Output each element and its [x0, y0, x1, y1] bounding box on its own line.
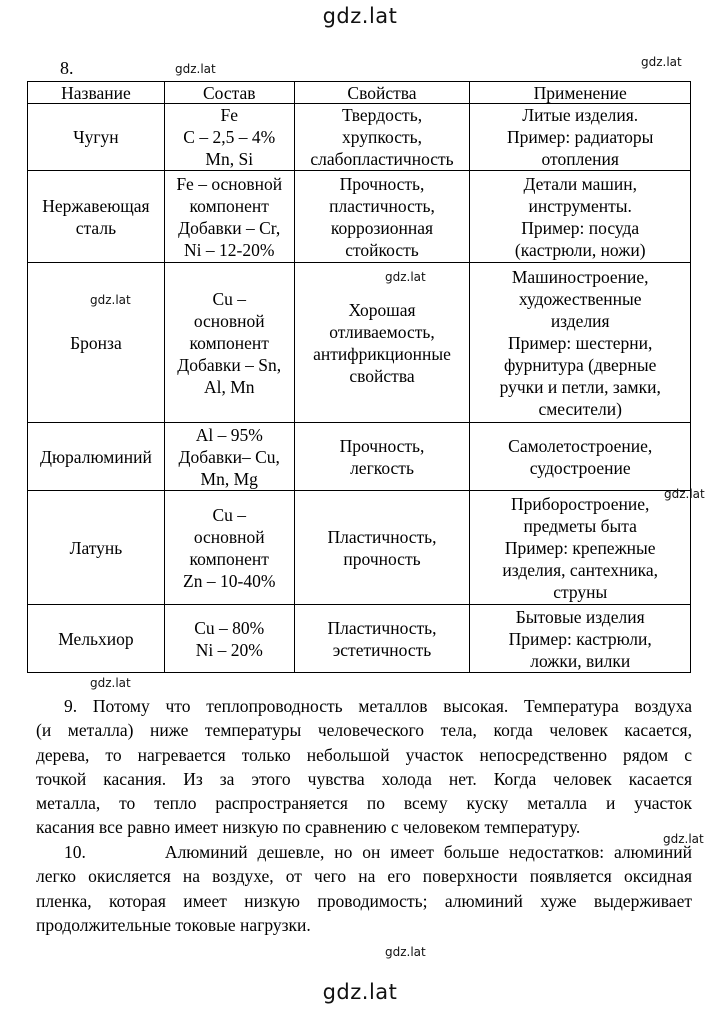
text-line: металла, то тепло распространяется по всему куску металла и участок: [36, 793, 692, 814]
table-cell: Прочность, пластичность, коррозионная стойкость: [294, 171, 470, 263]
table-cell: Детали машин, инструменты. Пример: посуда (кастрюли, ножи): [470, 171, 691, 263]
header-properties: Свойства: [294, 82, 470, 104]
table-header-row: [28, 82, 691, 104]
text-line: касания все равно имеет низкую по сравнению с человеком температуру.: [36, 817, 581, 838]
text-line: легко окисляется на воздухе, от чего на его поверхности появляется оксидная: [36, 866, 692, 887]
table-cell: Нержавеющая сталь: [28, 171, 165, 263]
table-cell: Латунь: [28, 491, 165, 605]
table-row: [28, 263, 691, 423]
watermark: gdz.lat: [175, 62, 216, 76]
header-application: Применение: [470, 82, 691, 104]
table-cell: Al – 95% Добавки– Cu, Mn, Mg: [164, 423, 294, 491]
watermark: gdz.lat: [663, 832, 704, 846]
table-cell: Самолетостроение, судостроение: [470, 423, 691, 491]
text-line: 10. Алюминий дешевле, но он имеет больше недостатков: алюминий: [64, 842, 692, 862]
table-cell: Твердость, хрупкость, слабопластичность: [294, 104, 470, 171]
header-name: Название: [28, 82, 165, 104]
task-10-paragraph: [36, 840, 692, 937]
table-cell: Хорошая отливаемость, антифрикционные свойства: [294, 263, 470, 423]
table-cell: Cu – 80% Ni – 20%: [164, 605, 294, 673]
table-cell: Fe C – 2,5 – 4% Mn, Si: [164, 104, 294, 171]
table-cell: Дюралюминий: [28, 423, 165, 491]
table-cell: Мельхиор: [28, 605, 165, 673]
text-line: продолжительные токовые нагрузки.: [36, 914, 311, 935]
table-row: [28, 491, 691, 605]
watermark: gdz.lat: [385, 270, 426, 284]
task-9-paragraph: [36, 694, 692, 840]
table-cell: Пластичность, прочность: [294, 491, 470, 605]
watermark: gdz.lat: [90, 676, 131, 690]
table-cell: Fe – основной компонент Добавки – Cr, Ni – 12-20%: [164, 171, 294, 263]
watermark-bottom: gdz.lat: [322, 980, 398, 1004]
table-row: [28, 171, 691, 263]
text-line: (и металла) ниже температуры человеческого тела, когда человек касается,: [36, 720, 692, 741]
text-line: дерева, то нагревается только небольшой участок непосредственно рядом с: [36, 744, 692, 765]
table-row: [28, 605, 691, 673]
task-8-number: 8.: [60, 58, 74, 78]
text-line: точкой касания. Из за этого чувства холода нет. Когда человек касается: [36, 768, 692, 789]
text-line: пленка, которая имеет низкую проводимость; алюминий хуже выдерживает: [36, 890, 692, 911]
table-cell: Бронза: [28, 263, 165, 423]
watermark-top: gdz.lat: [322, 4, 398, 28]
header-composition: Состав: [164, 82, 294, 104]
table-cell: Литые изделия. Пример: радиаторы отопления: [470, 104, 691, 171]
table-cell: Чугун: [28, 104, 165, 171]
watermark: gdz.lat: [664, 487, 705, 501]
table-row: [28, 104, 691, 171]
table-cell: Бытовые изделия Пример: кастрюли, ложки, вилки: [470, 605, 691, 673]
table-cell: Cu – основной компонент Добавки – Sn, Al, Mn: [164, 263, 294, 423]
watermark: gdz.lat: [90, 293, 131, 307]
metals-table: [27, 81, 691, 673]
table-row: [28, 423, 691, 491]
table-cell: Приборостроение, предметы быта Пример: крепежные изделия, сантехника, струны: [470, 491, 691, 605]
watermark: gdz.lat: [641, 55, 682, 69]
watermark: gdz.lat: [385, 945, 426, 959]
table-cell: Машиностроение, художественные изделия Пример: шестерни, фурнитура (дверные ручки и петли, замки, смесители): [470, 263, 691, 423]
table-cell: Cu – основной компонент Zn – 10-40%: [164, 491, 294, 605]
text-line: 9. Потому что теплопроводность металлов высокая. Температура воздуха: [64, 696, 692, 716]
table-cell: Прочность, легкость: [294, 423, 470, 491]
table-cell: Пластичность, эстетичность: [294, 605, 470, 673]
